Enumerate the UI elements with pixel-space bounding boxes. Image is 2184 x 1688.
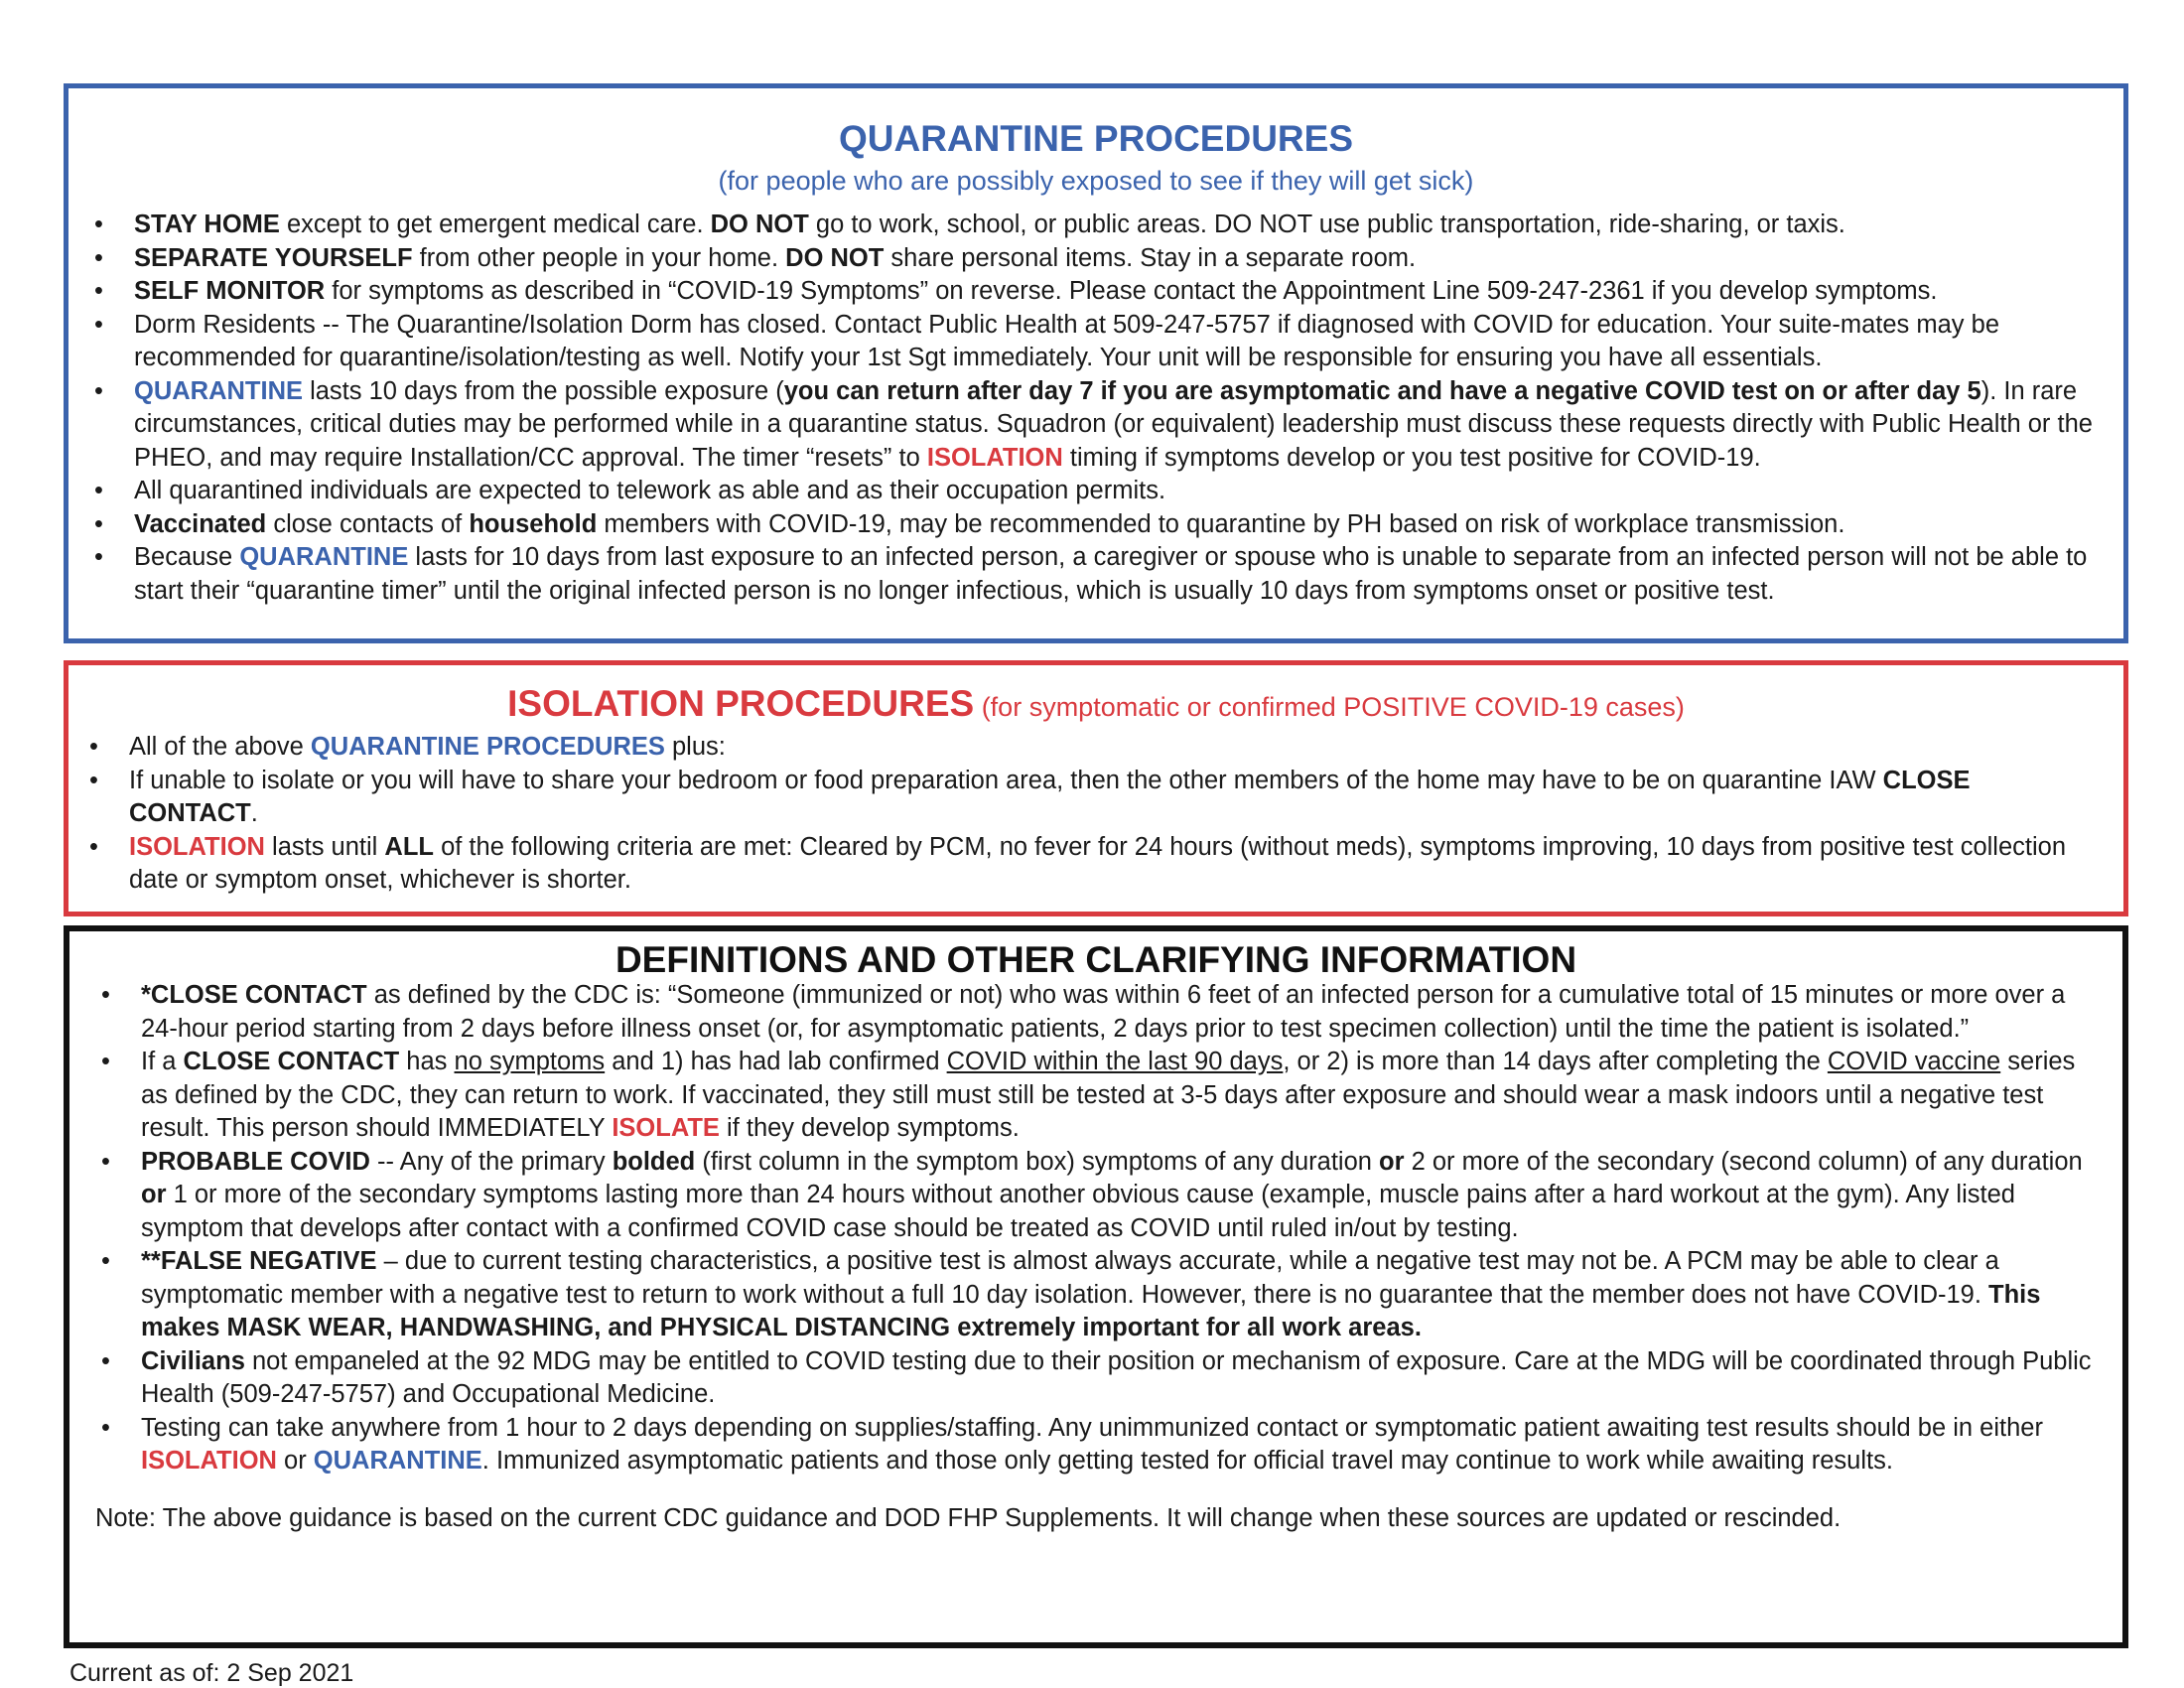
list-item: • If unable to isolate or you will have to share your bedroom or food preparation area, then the other members of the home may have to be on quarantine IAW CLOSE CONTACT.	[129, 765, 2104, 831]
definitions-title: DEFINITIONS AND OTHER CLARIFYING INFORMATION	[614, 939, 1577, 980]
guidance-note: Note: The above guidance is based on the current CDC guidance and DOD FHP Supplements. It will change when these sources are updated or rescinded.	[95, 1503, 1842, 1532]
isolation-title	[68, 683, 2123, 725]
isolation-list	[68, 731, 2123, 898]
list-item: • Testing can take anywhere from 1 hour to 2 days depending on supplies/staffing. Any unimmunized contact or symptomatic patient awaiting test results should be in either ISOLATION or QUARANTINE. Immunized asymptomatic patients and those only getting tested for official travel may continue to work while awaiting results.	[141, 1412, 2103, 1478]
list-item: • Civilians not empaneled at the 92 MDG may be entitled to COVID testing due to their position or mechanism of exposure. Care at the MDG will be coordinated through Public Health (509-247-5757) and Occupational Medicine.	[141, 1345, 2103, 1412]
current-as-of-date: Current as of: 2 Sep 2021	[69, 1659, 354, 1687]
quarantine-list	[68, 209, 2123, 608]
list-item: • Vaccinated close contacts of household members with COVID-19, may be recommended to quarantine by PH based on risk of workplace transmission.	[134, 508, 2104, 542]
definitions-section	[64, 925, 2128, 1648]
isolation-subtitle: (for symptomatic or confirmed POSITIVE COVID-19 cases)	[974, 692, 1685, 722]
quarantine-title: QUARANTINE PROCEDURES	[838, 118, 1354, 159]
isolation-section	[64, 660, 2128, 916]
quarantine-section	[64, 83, 2128, 643]
list-item: • Because QUARANTINE lasts for 10 days from last exposure to an infected person, a caregiver or spouse who is unable to separate from an infected person will not be able to start their “quarantine timer” until the original infected person is no longer infectious, which is usually 10 days from symptoms onset or positive test.	[134, 541, 2104, 608]
list-item: • **FALSE NEGATIVE – due to current testing characteristics, a positive test is almost always accurate, while a negative test may not be. A PCM may be able to clear a symptomatic member with a negative test to return to work without a full 10 day isolation. However, there is no guarantee that the member does not have COVID-19. This makes MASK WEAR, HANDWASHING, and PHYSICAL DISTANCING extremely important for all work areas.	[141, 1245, 2103, 1345]
definitions-list	[69, 979, 2122, 1478]
list-item: • SEPARATE YOURSELF from other people in your home. DO NOT share personal items. Stay in a separate room.	[134, 242, 2104, 276]
quarantine-subtitle: (for people who are possibly exposed to see if they will get sick)	[718, 166, 1474, 196]
list-item: • ISOLATION lasts until ALL of the following criteria are met: Cleared by PCM, no fever for 24 hours (without meds), symptoms improving, 10 days from positive test collection date or symptom onset, whichever is shorter.	[129, 831, 2104, 898]
list-item: • All quarantined individuals are expected to telework as able and as their occupation permits.	[134, 475, 2104, 508]
list-item: • STAY HOME except to get emergent medical care. DO NOT go to work, school, or public areas. DO NOT use public transportation, ride-sharing, or taxis.	[134, 209, 2104, 242]
list-item: • All of the above QUARANTINE PROCEDURES plus:	[129, 731, 2104, 765]
list-item: • SELF MONITOR for symptoms as described in “COVID-19 Symptoms” on reverse. Please contact the Appointment Line 509-247-2361 if you develop symptoms.	[134, 275, 2104, 309]
isolation-title-text: ISOLATION PROCEDURES	[507, 683, 975, 724]
list-item: • QUARANTINE lasts 10 days from the possible exposure (you can return after day 7 if you are asymptomatic and have a negative COVID test on or after day 5). In rare circumstances, critical duties may be performed while in a quarantine status. Squadron (or equivalent) leadership must discuss these requests directly with Public Health or the PHEO, and may require Installation/CC approval. The timer “resets” to ISOLATION timing if symptoms develop or you test positive for COVID-19.	[134, 375, 2104, 476]
list-item: • *CLOSE CONTACT as defined by the CDC is: “Someone (immunized or not) who was within 6 feet of an infected person for a cumulative total of 15 minutes or more over a 24-hour period starting from 2 days before illness onset (or, for asymptomatic patients, 2 days prior to test specimen collection) until the time the patient is isolated.”	[141, 979, 2103, 1046]
list-item: • PROBABLE COVID -- Any of the primary bolded (first column in the symptom box) symptoms of any duration or 2 or more of the secondary (second column) of any duration or 1 or more of the secondary symptoms lasting more than 24 hours without another obvious cause (example, muscle pains after a hard workout at the gym). Any listed symptom that develops after contact with a confirmed COVID case should be treated as COVID until ruled in/out by testing.	[141, 1146, 2103, 1246]
list-item: • Dorm Residents -- The Quarantine/Isolation Dorm has closed. Contact Public Health at 509-247-5757 if diagnosed with COVID for education. Your suite-mates may be recommended for quarantine/isolation/testing as well. Notify your 1st Sgt immediately. Your unit will be responsible for ensuring you have all essentials.	[134, 309, 2104, 375]
list-item: • If a CLOSE CONTACT has no symptoms and 1) has had lab confirmed COVID within the last 90 days, or 2) is more than 14 days after completing the COVID vaccine series as defined by the CDC, they can return to work. If vaccinated, they still must still be tested at 3-5 days after exposure and should wear a mask indoors until a negative test result. This person should IMMEDIATELY ISOLATE if they develop symptoms.	[141, 1046, 2103, 1146]
